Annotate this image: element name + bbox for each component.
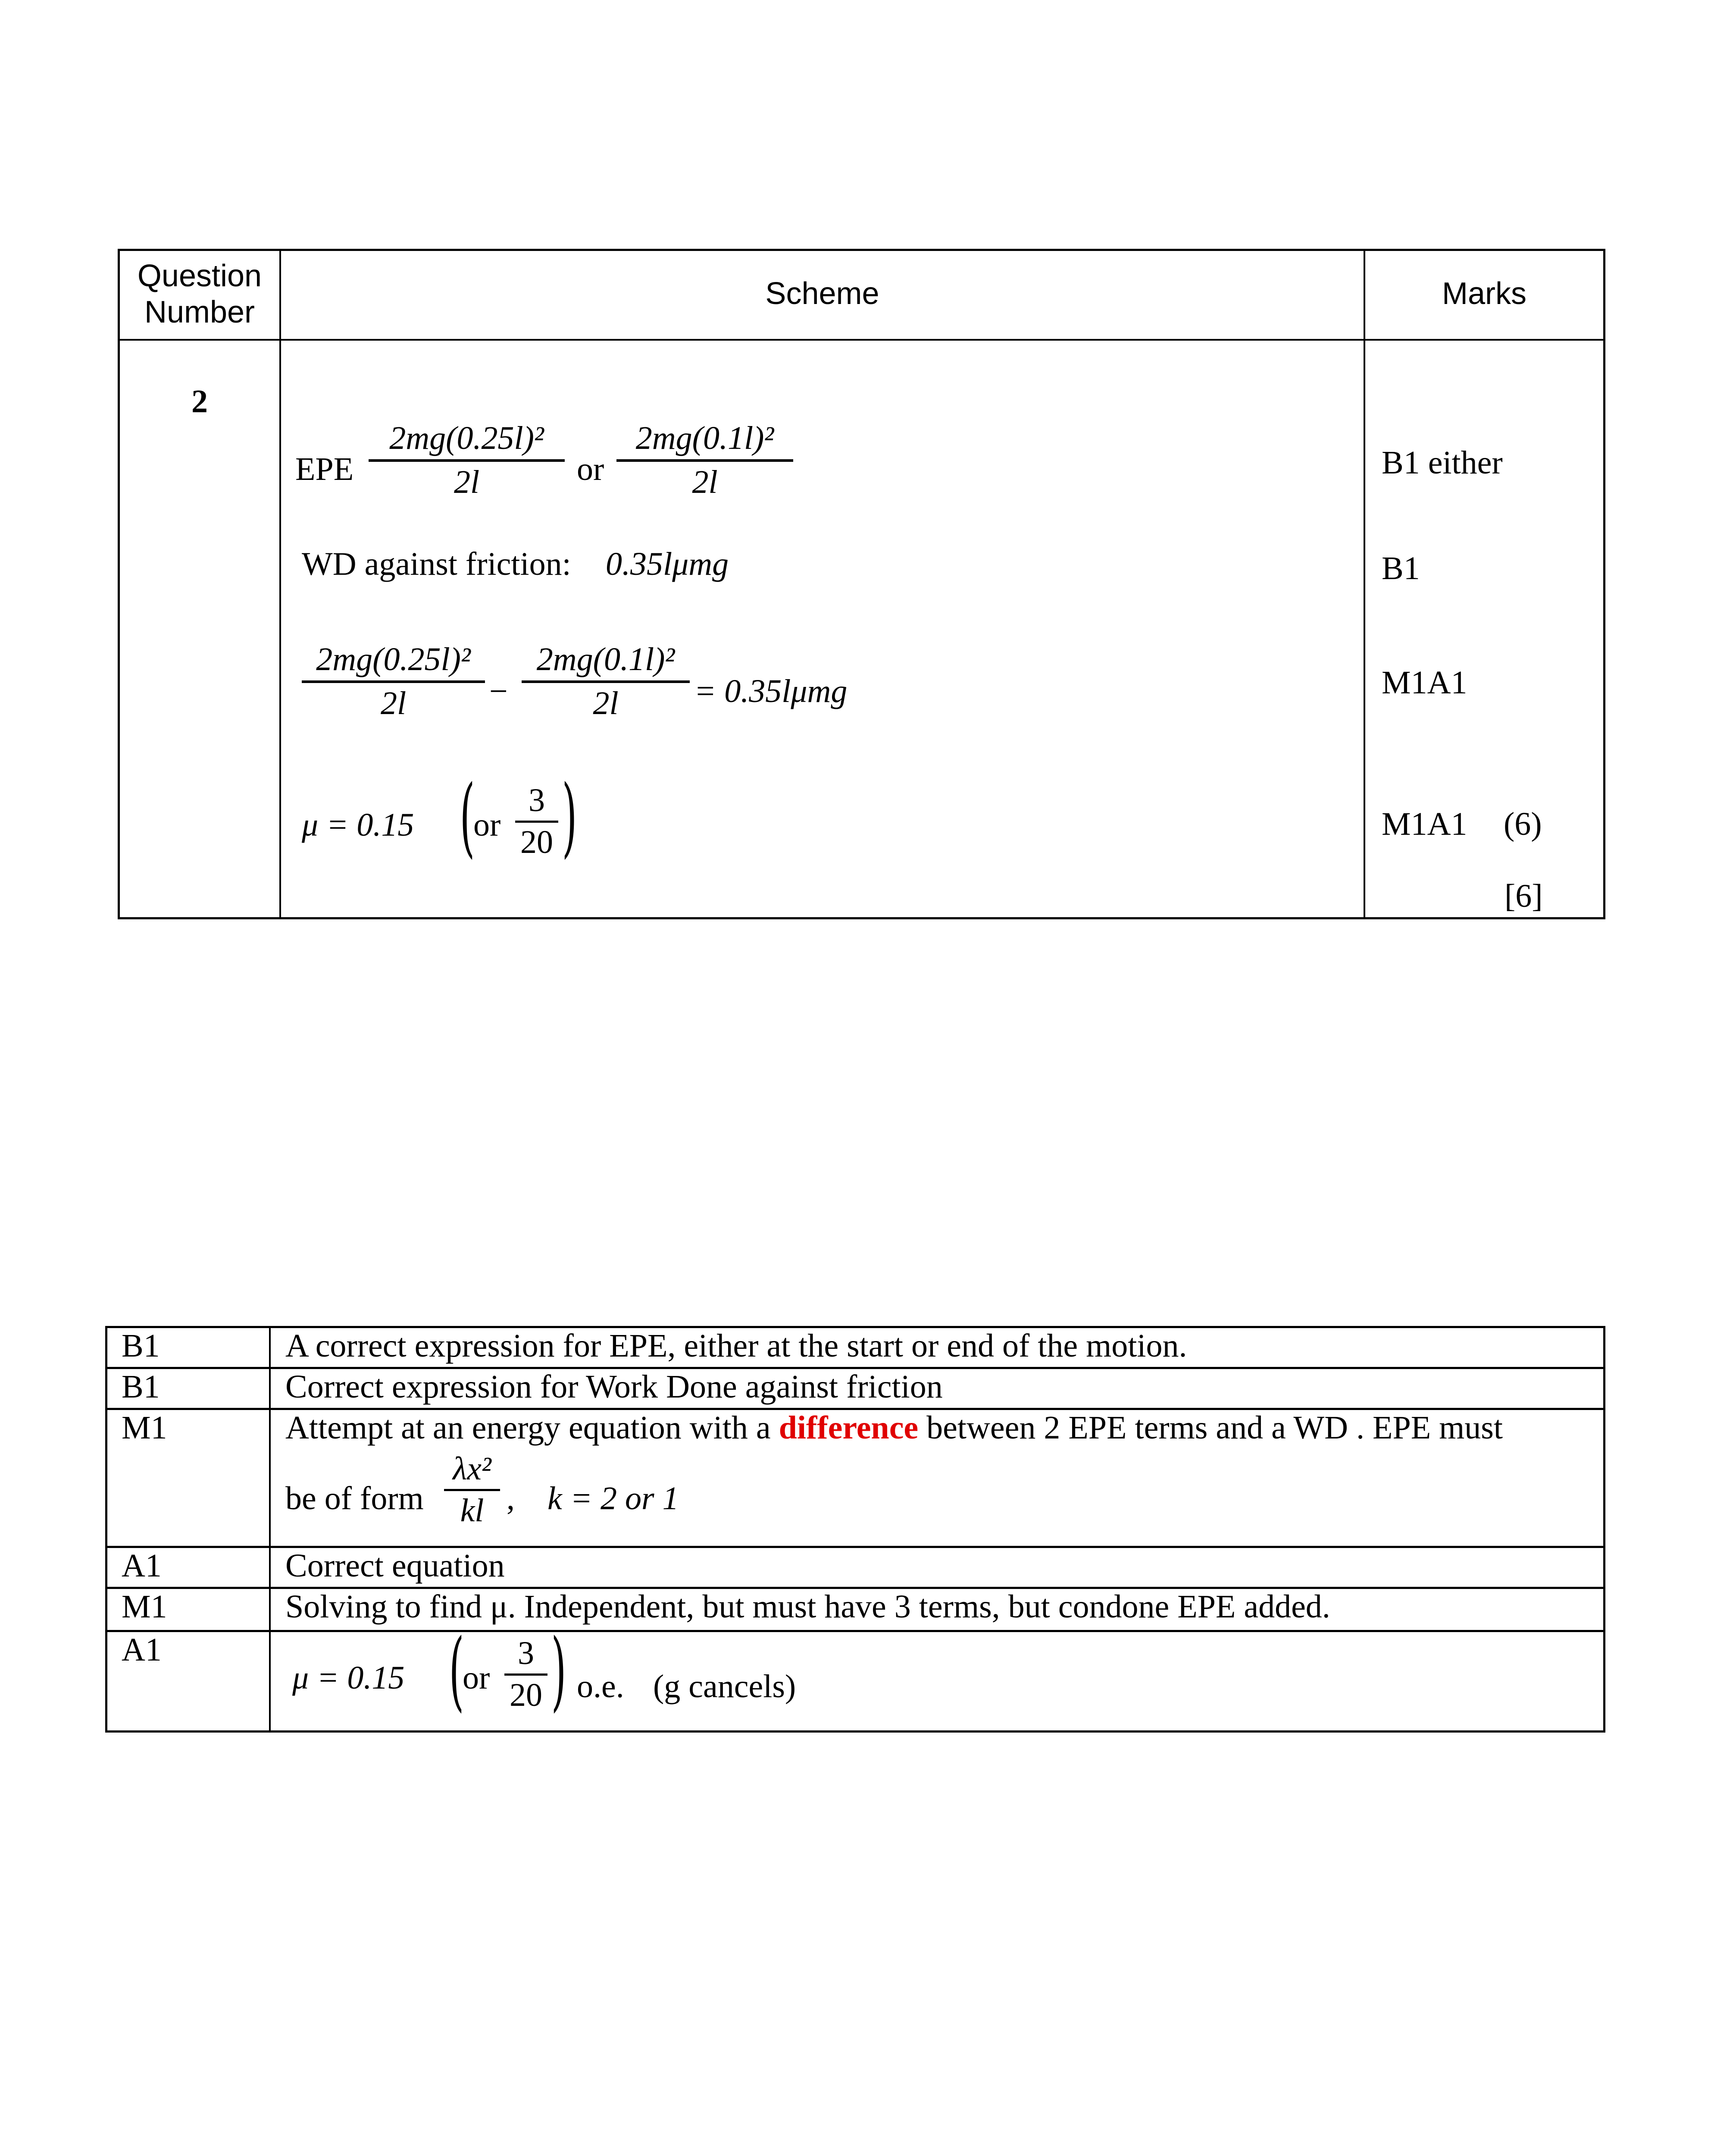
guidance-text-after: between 2 EPE terms and a WD . EPE must: [926, 1410, 1503, 1446]
epe-fraction-1: [369, 420, 565, 500]
guidance-cancel-note: (g cancels): [653, 1668, 796, 1705]
epe-label: EPE: [295, 451, 354, 487]
mu-expression: μ = 0.15: [302, 807, 414, 843]
wd-mark: B1: [1382, 550, 1420, 586]
equation-mark: M1A1: [1382, 664, 1467, 701]
guidance-mu-or: or: [463, 1660, 490, 1696]
epe-fraction-1-den: 2l: [454, 464, 480, 500]
guidance-text: Correct equation: [285, 1548, 505, 1584]
wd-expression: 0.35lμmg: [606, 546, 729, 582]
equation-fraction-1: [302, 642, 485, 721]
equation-fraction-1-den: 2l: [380, 685, 407, 721]
header-question: Question: [137, 259, 262, 293]
guidance-text: Correct expression for Work Done against friction: [285, 1369, 943, 1405]
mu-fraction-num: 3: [529, 782, 545, 818]
guidance-code: B1: [122, 1328, 160, 1364]
header-number: Number: [144, 295, 255, 329]
mu-right-paren: ): [562, 767, 577, 867]
guidance-oe: o.e.: [577, 1668, 624, 1705]
guidance-mu-expression: μ = 0.15: [292, 1660, 405, 1696]
epe-fraction-2-den: 2l: [692, 464, 718, 500]
equation-rhs: = 0.35lμmg: [694, 673, 848, 709]
epe-mark: B1 either: [1382, 445, 1503, 481]
guidance-left-paren: (: [449, 1620, 464, 1721]
mu-fraction-den: 20: [520, 824, 553, 860]
mu-or: or: [473, 807, 501, 843]
question-number: 2: [191, 383, 208, 420]
marks-header: Marks: [1442, 276, 1526, 311]
wd-text: WD against friction:: [302, 546, 571, 582]
equation-fraction-1-num: 2mg(0.25l)²: [316, 641, 471, 677]
guidance-code: A1: [122, 1548, 162, 1584]
mu-mark-total: (6): [1504, 806, 1542, 842]
k-values: k = 2 or 1: [547, 1480, 679, 1517]
guidance-text: [285, 1409, 1503, 1447]
equation-fraction-2: [522, 642, 690, 721]
guidance-code: A1: [122, 1632, 162, 1668]
guidance-right-paren: ): [551, 1620, 566, 1721]
question-total: [6]: [1505, 878, 1543, 914]
epe-or: or: [577, 451, 604, 487]
epe-form-comma: ,: [507, 1480, 515, 1517]
mu-fraction: [515, 783, 558, 860]
epe-form-fraction: [444, 1451, 500, 1529]
mu-left-paren: (: [460, 767, 475, 867]
guidance-mu-fraction: [504, 1636, 547, 1713]
equation-minus: −: [489, 673, 508, 709]
scheme-header: Scheme: [765, 276, 879, 311]
guidance-text-before: Attempt at an energy equation with a: [285, 1410, 771, 1446]
mu-mark: M1A1: [1382, 806, 1467, 842]
guidance-text: Solving to find μ. Independent, but must have 3 terms, but condone EPE added.: [285, 1589, 1330, 1625]
guidance-mu-num: 3: [518, 1635, 534, 1671]
epe-form-den: kl: [460, 1492, 484, 1529]
guidance-text: A correct expression for EPE, either at the start or end of the motion.: [285, 1328, 1187, 1364]
guidance-mu-den: 20: [510, 1677, 542, 1713]
epe-fraction-2-num: 2mg(0.1l)²: [635, 420, 774, 456]
epe-fraction-2: [616, 420, 793, 500]
epe-form-prefix: be of form: [285, 1480, 424, 1517]
difference-highlight: difference: [779, 1410, 919, 1446]
equation-fraction-2-num: 2mg(0.1l)²: [536, 641, 675, 677]
guidance-code: M1: [122, 1589, 167, 1625]
guidance-code: B1: [122, 1369, 160, 1405]
guidance-code: M1: [122, 1410, 167, 1446]
equation-fraction-2-den: 2l: [593, 685, 619, 721]
epe-fraction-1-num: 2mg(0.25l)²: [389, 420, 544, 456]
epe-form-num: λx²: [453, 1451, 491, 1487]
question-number-header: [120, 258, 279, 330]
